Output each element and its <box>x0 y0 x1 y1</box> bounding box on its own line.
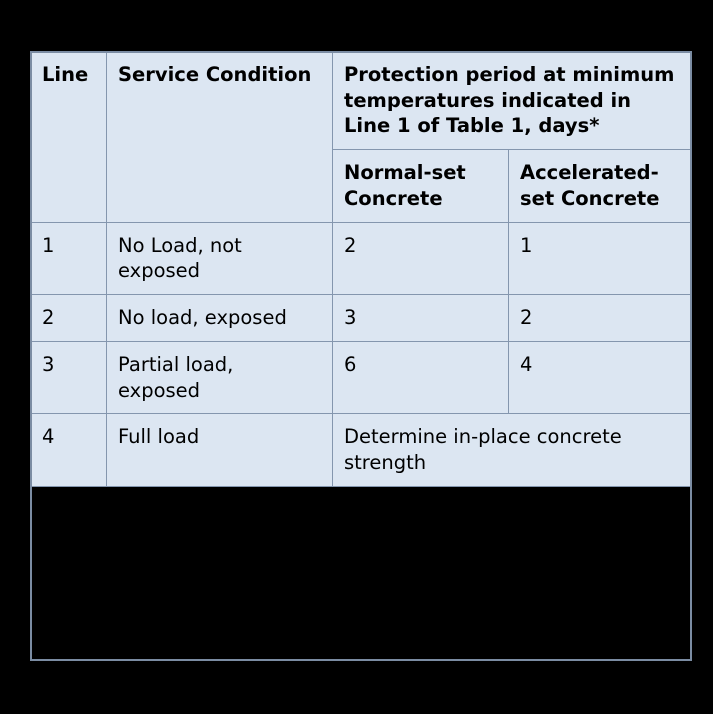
cell-merged-note: Determine in-place concrete strength <box>333 414 691 486</box>
cell-line: 4 <box>31 414 107 486</box>
header-accelerated-label: Accelerated-set Concrete <box>520 161 660 210</box>
table-row <box>31 295 691 342</box>
header-cell-accelerated-set <box>509 150 691 222</box>
cell-normal-set: 2 <box>333 222 509 294</box>
protection-period-table <box>30 51 690 659</box>
header-cell-normal-set <box>333 150 509 222</box>
cell-accelerated-set: 2 <box>509 295 691 342</box>
cell-line: 1 <box>31 222 107 294</box>
title-area <box>0 8 713 42</box>
cell-normal-set: 3 <box>333 295 509 342</box>
header-cell-line <box>31 52 107 223</box>
cell-line: 2 <box>31 295 107 342</box>
table-header-row-top <box>31 52 691 150</box>
table-row <box>31 222 691 294</box>
header-normal-label: Normal-set Concrete <box>344 161 466 210</box>
cell-service-condition: No Load, not exposed <box>107 222 333 294</box>
header-service-label: Service Condition <box>118 63 312 86</box>
header-cell-protection <box>333 52 691 150</box>
header-protection-label: Protection period at minimum temperatures indicated in Line 1 of Table 1, days* <box>344 63 675 138</box>
header-line-label: Line <box>42 63 89 86</box>
table-row <box>31 414 691 486</box>
cell-accelerated-set: 4 <box>509 341 691 413</box>
table <box>30 51 691 487</box>
cell-service-condition: Full load <box>107 414 333 486</box>
table-row <box>31 341 691 413</box>
cell-service-condition: No load, exposed <box>107 295 333 342</box>
cell-accelerated-set: 1 <box>509 222 691 294</box>
header-cell-service <box>107 52 333 223</box>
cell-line: 3 <box>31 341 107 413</box>
cell-service-condition: Partial load, exposed <box>107 341 333 413</box>
cell-normal-set: 6 <box>333 341 509 413</box>
